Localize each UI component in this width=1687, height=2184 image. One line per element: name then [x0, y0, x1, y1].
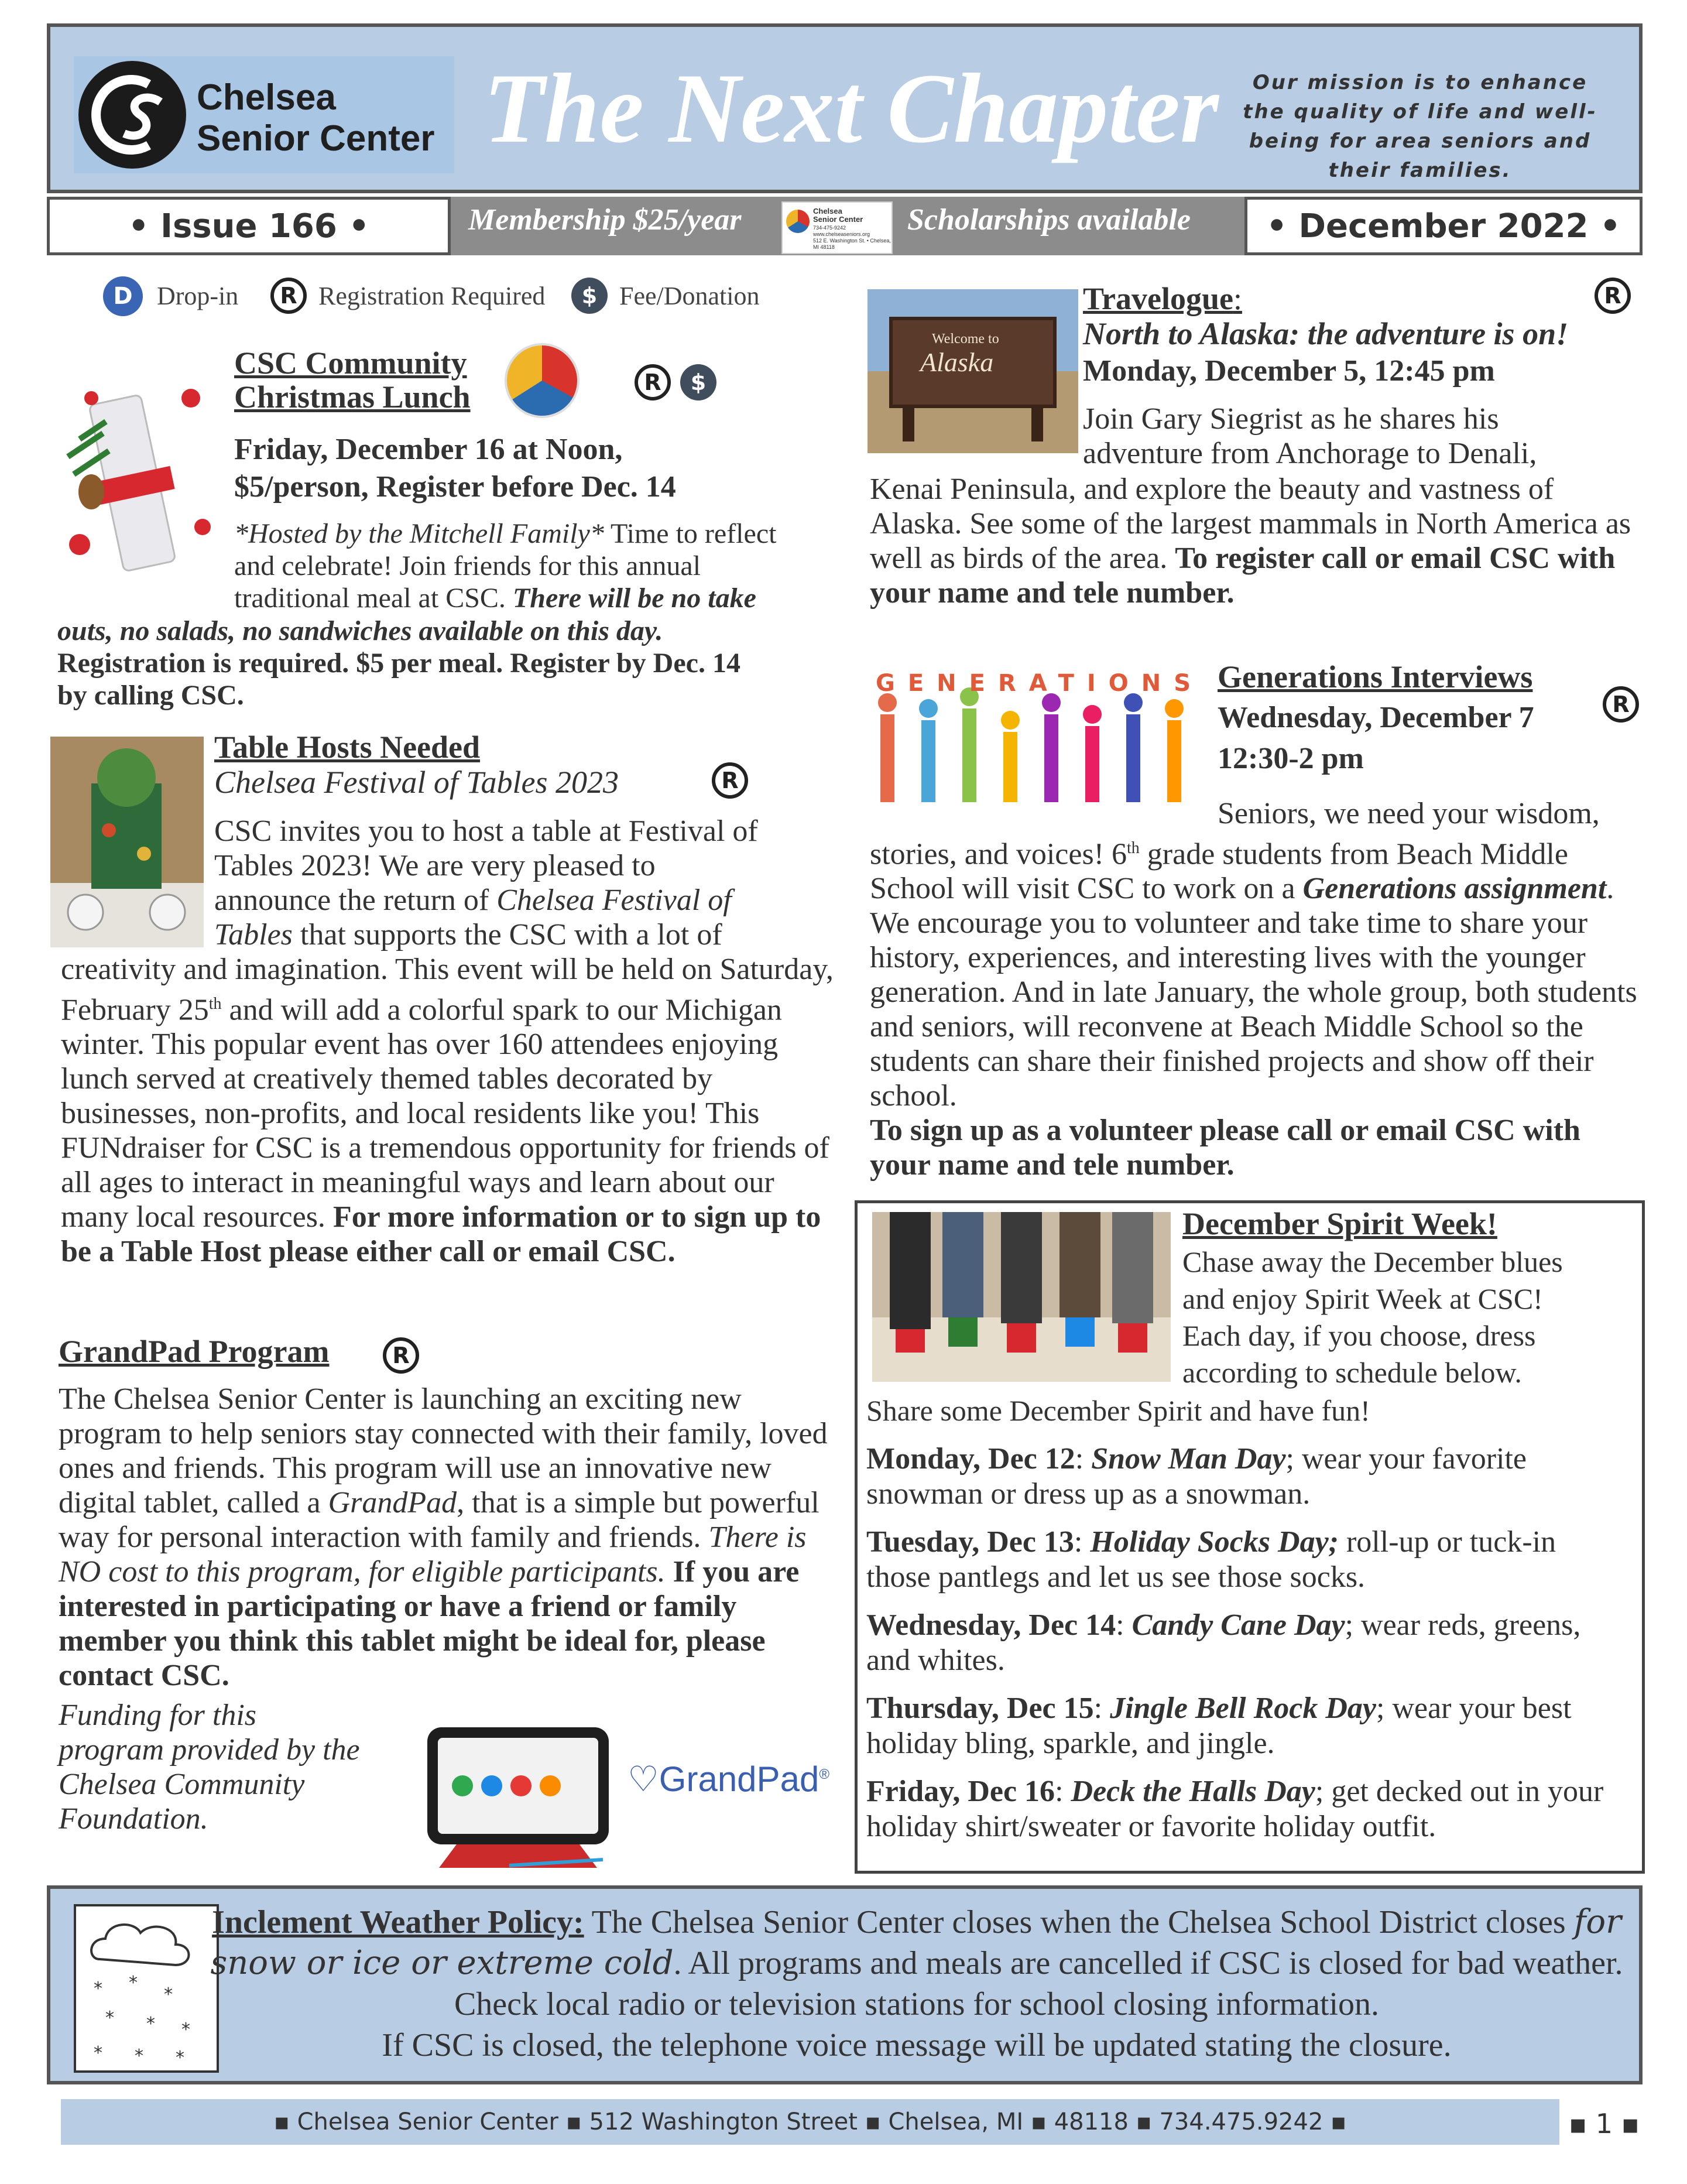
spirit-day-tuesday: Tuesday, Dec 13: Holiday Socks Day; roll-up or tuck-in those pantlegs and let us see those socks. [866, 1525, 1556, 1594]
spirit-day-friday: Friday, Dec 16: Deck the Halls Day; get decked out in your holiday shirt/sweater or favorite holiday outfit. [866, 1775, 1604, 1843]
snow-cloud-icon [74, 1904, 219, 2073]
heart-icon: ♡ [628, 1759, 659, 1799]
svg-text:*: * [176, 2048, 184, 2068]
membership-text: Membership $25/year [468, 203, 742, 237]
registration-label: Registration Required [318, 282, 546, 310]
tables-body-top: CSC invites you to host a table at Festival of Tables 2023! We are very pleased to announce the return of Chelsea Festival of Tables that supports the CSC with a lot of [214, 814, 758, 951]
lunch-title-2: Christmas Lunch [234, 379, 471, 415]
weather-policy-text: Inclement Weather Policy: The Chelsea Senior Center closes when the Chelsea School District closes for snow or ice or extreme cold. All programs and meals are cancelled if CSC is closed for bad weather. Check local radio or television stations for school closing information. If CSC is closed, the telephone voice message will be updated stating the closure. [210, 1903, 1623, 2063]
svg-text:Welcome to: Welcome to [932, 331, 999, 347]
svg-text:GENERATIONS: GENERATIONS [876, 670, 1204, 697]
spirit-day-wednesday: Wednesday, Dec 14: Candy Cane Day; wear reds, greens, and whites. [866, 1608, 1581, 1677]
registration-icon: R [712, 762, 748, 799]
svg-text:*: * [181, 2019, 190, 2040]
weather-policy-box [47, 1885, 1643, 2084]
generations-when-2: 12:30-2 pm [1218, 742, 1364, 775]
generations-when-1: Wednesday, December 7 [1218, 701, 1534, 734]
tables-body: creativity and imagination. This event will be held on Saturday, February 25th and will add a colorful spark to our Michigan winter. This popular event has over 160 attendees enjoying lunch served at creatively themed tables decorated by businesses, non-profits, and local residents like you! This FUNdraiser for CSC is a tremendous opportunity for friends of all ages to interact in meaningful ways and learn about our many local resources. For more information or to sign up to be a Table Host please either call or email CSC. [61, 953, 834, 1269]
svg-text:*: * [135, 2046, 143, 2066]
scholarships-text: Scholarships available [907, 203, 1191, 237]
svg-text:*: * [129, 1973, 138, 1993]
grandpad-brand-logo: ♡GrandPad® [628, 1759, 829, 1799]
tables-title: Table Hosts Needed [214, 730, 481, 765]
registration-icon: R [1595, 278, 1631, 314]
svg-text:*: * [94, 2043, 102, 2063]
lunch-body-bottom: outs, no salads, no sandwiches available on this day. Registration is required. $5 per meal. Register by Dec. 14 by calling CSC. [57, 615, 740, 711]
fee-label: Fee/Donation [619, 282, 760, 310]
issue-bar [47, 197, 1643, 260]
membership-band [451, 197, 1244, 255]
lunch-when-2: $5/person, Register before Dec. 14 [234, 470, 676, 504]
spirit-day-thursday: Thursday, Dec 15: Jingle Bell Rock Day; wear your best holiday bling, sparkle, and jingle. [866, 1692, 1572, 1760]
registration-icon: R [1603, 686, 1639, 723]
lunch-title-1: CSC Community [234, 345, 467, 381]
holiday-socks-photo [872, 1212, 1171, 1382]
generations-title: Generations Interviews [1218, 659, 1533, 694]
grandpad-funding: Funding for this program provided by the Chelsea Community Foundation. [59, 1699, 360, 1836]
issue-date: • December 2022 • [1244, 197, 1643, 255]
grandpad-title: GrandPad Program [59, 1334, 330, 1369]
fee-icon: $ [680, 364, 716, 400]
svg-text:Alaska: Alaska [920, 347, 994, 377]
svg-text:*: * [146, 2014, 155, 2034]
christmas-place-setting-image [56, 375, 214, 586]
registration-icon: R [635, 364, 671, 400]
mission-statement: Our mission is to enhance the quality of life and well-being for area seniors and their families. [1243, 71, 1597, 182]
mini-business-card [781, 201, 893, 254]
card-details: 734-475-9242 www.chelseaseniors.org 512 E. Washington St. • Chelsea, MI 48118 [813, 225, 891, 250]
spirit-title: December Spirit Week! [1182, 1206, 1497, 1241]
spirit-intro-end: Share some December Spirit and have fun! [866, 1394, 1370, 1427]
card-name: Chelsea Senior Center [813, 207, 863, 224]
footer-address: ▪ Chelsea Senior Center ▪ 512 Washington Street ▪ Chelsea, MI ▪ 48118 ▪ 734.475.9242 ▪ [61, 2099, 1559, 2145]
travelogue-body-top: Join Gary Siegrist as he shares his adventure from Anchorage to Denali, [1083, 402, 1537, 470]
lunch-when-1: Friday, December 16 at Noon, [234, 433, 623, 466]
csc-logo [74, 56, 454, 173]
registration-icon: R [270, 278, 307, 314]
fee-icon: $ [571, 278, 608, 314]
spirit-day-monday: Monday, Dec 12: Snow Man Day; wear your favorite snowman or dress up as a snowman. [866, 1442, 1527, 1511]
grandpad-tablet-image [421, 1721, 615, 1874]
newsletter-title: The Next Chapter [484, 53, 1219, 163]
logo-line1: Chelsea [197, 77, 336, 118]
welcome-to-alaska-sign-photo [867, 289, 1078, 453]
cs-logo-icon [78, 61, 186, 169]
svg-text:*: * [105, 2008, 114, 2028]
logo-line2: Senior Center [197, 118, 435, 159]
mini-logo-icon [786, 210, 810, 233]
generations-art-image [870, 667, 1209, 820]
grandpad-body: The Chelsea Senior Center is launching an exciting new program to help seniors stay connected with their family, loved ones and friends. This program will use an innovative new digital tablet, called a GrandPad, that is a simple but powerful way for personal interaction with family and friends. There is NO cost to this program, for eligible participants. If you are interested in participating or have a friend or family member you think this tablet might be ideal for, please contact CSC. [59, 1382, 828, 1692]
csc-swirl-logo-icon [505, 343, 580, 418]
festival-table-photo [50, 737, 204, 947]
generations-body: stories, and voices! 6th grade students from Beach Middle School will visit CSC to work on a Generations assignment. We encourage you to volunteer and take time to share your history, experiences, and interesting lives with the younger generation. And in late January, the whole group, both students and seniors, will reconvene at Beach Middle School so the students can share their finished projects and show off their school. To sign up as a volunteer please call or email CSC with your name and tele number. [870, 837, 1637, 1182]
travelogue-body: Kenai Peninsula, and explore the beauty and vastness of Alaska. See some of the largest mammals in North America as well as birds of the area. To register call or email CSC with your name and tele number. [870, 473, 1631, 610]
tables-subtitle: Chelsea Festival of Tables 2023 [214, 765, 619, 800]
issue-number: • Issue 166 • [47, 197, 451, 255]
dropin-icon: D [103, 276, 143, 316]
masthead [47, 23, 1643, 193]
svg-text:*: * [164, 1984, 173, 2005]
spirit-intro: Chase away the December blues and enjoy Spirit Week at CSC! Each day, if you choose, dress according to schedule below. [1182, 1245, 1563, 1389]
svg-text:*: * [94, 1978, 102, 1999]
generations-body-top: Seniors, we need your wisdom, [1218, 797, 1600, 830]
registration-icon: R [383, 1337, 419, 1374]
travelogue-subtitle: North to Alaska: the adventure is on! [1083, 316, 1569, 351]
dropin-label: Drop-in [157, 282, 239, 310]
travelogue-when: Monday, December 5, 12:45 pm [1083, 354, 1495, 388]
travelogue-title: Travelogue: [1083, 281, 1242, 316]
lunch-body-top: *Hosted by the Mitchell Family* Time to reflect and celebrate! Join friends for this annual traditional meal at CSC. There will be no take [234, 518, 777, 614]
page-number: ▪ 1 ▪ [1569, 2108, 1640, 2140]
logo-name [197, 77, 435, 159]
